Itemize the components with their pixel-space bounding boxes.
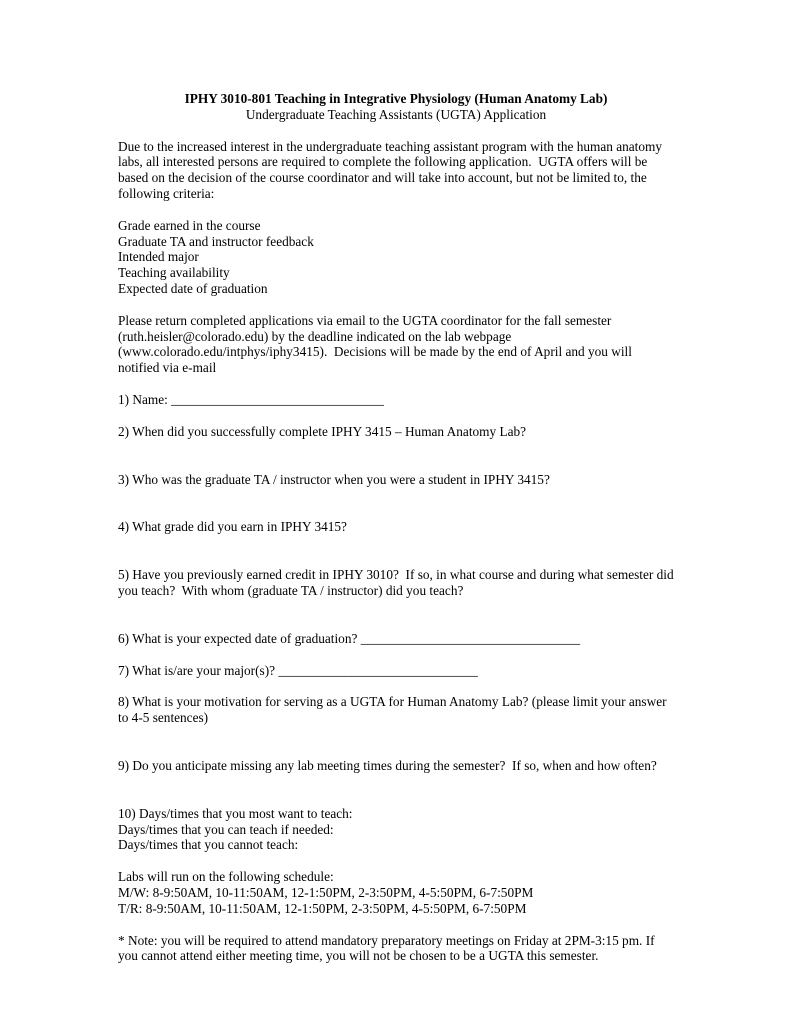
lab-schedule-block (118, 869, 674, 916)
criteria-item: Expected date of graduation (118, 280, 268, 296)
question-6-graduation-date: 6) What is your expected date of graduation? _________________________________ (118, 630, 581, 646)
criteria-list (118, 218, 674, 297)
return-instructions-paragraph: Please return completed applications via email to the UGTA coordinator for the fall semester (ruth.heisler@colorado.edu) by the deadline indicated on the lab webpage (www.colorado.edu/intphys/iphy3415). Decisions will be made by the end of April and you will notified via e-mail (118, 312, 636, 376)
schedule-tr: T/R: 8-9:50AM, 10-11:50AM, 12-1:50PM, 2-3:50PM, 4-5:50PM, 6-7:50PM (118, 900, 527, 916)
question-8: 8) What is your motivation for serving as a UGTA for Human Anatomy Lab? (please limit your answer to 4-5 sentences) (118, 694, 670, 726)
criteria-item: Graduate TA and instructor feedback (118, 233, 314, 249)
question-10-can-teach: Days/times that you can teach if needed: (118, 821, 334, 837)
question-9: 9) Do you anticipate missing any lab meeting times during the semester? If so, when and how often? (118, 757, 657, 773)
question-3: 3) Who was the graduate TA / instructor when you were a student in IPHY 3415? (118, 471, 550, 487)
question-10-want-to-teach: 10) Days/times that you most want to teach: (118, 805, 353, 821)
criteria-item: Teaching availability (118, 265, 230, 281)
question-1-name: 1) Name: ________________________________ (118, 391, 384, 407)
schedule-intro: Labs will run on the following schedule: (118, 869, 334, 885)
question-10-block (118, 806, 674, 853)
doc-title: IPHY 3010-801 Teaching in Integrative Physiology (Human Anatomy Lab) (184, 91, 608, 106)
mandatory-meetings-footnote: * Note: you will be required to attend mandatory preparatory meetings on Friday at 2PM-3:15 pm. If you cannot attend either meeting time, you will not be chosen to be a UGTA this semester. (118, 932, 658, 964)
question-2: 2) When did you successfully complete IPHY 3415 – Human Anatomy Lab? (118, 423, 527, 439)
schedule-mw: M/W: 8-9:50AM, 10-11:50AM, 12-1:50PM, 2-3:50PM, 4-5:50PM, 6-7:50PM (118, 884, 534, 900)
criteria-item: Intended major (118, 249, 199, 265)
question-7-majors: 7) What is/are your major(s)? ______________________________ (118, 662, 478, 678)
criteria-item: Grade earned in the course (118, 217, 261, 233)
question-10-cannot-teach: Days/times that you cannot teach: (118, 837, 299, 853)
intro-paragraph: Due to the increased interest in the undergraduate teaching assistant program with the human anatomy labs, all interested persons are required to complete the following application. UGTA offers will be based on the decision of the course coordinator and will take into account, but not be limited to, the following criteria: (118, 138, 666, 201)
question-4: 4) What grade did you earn in IPHY 3415? (118, 519, 347, 535)
doc-subtitle: Undergraduate Teaching Assistants (UGTA) Application (245, 106, 547, 122)
question-5: 5) Have you previously earned credit in IPHY 3010? If so, in what course and during what semester did you teach? With whom (graduate TA / instructor) did you teach? (118, 567, 677, 598)
